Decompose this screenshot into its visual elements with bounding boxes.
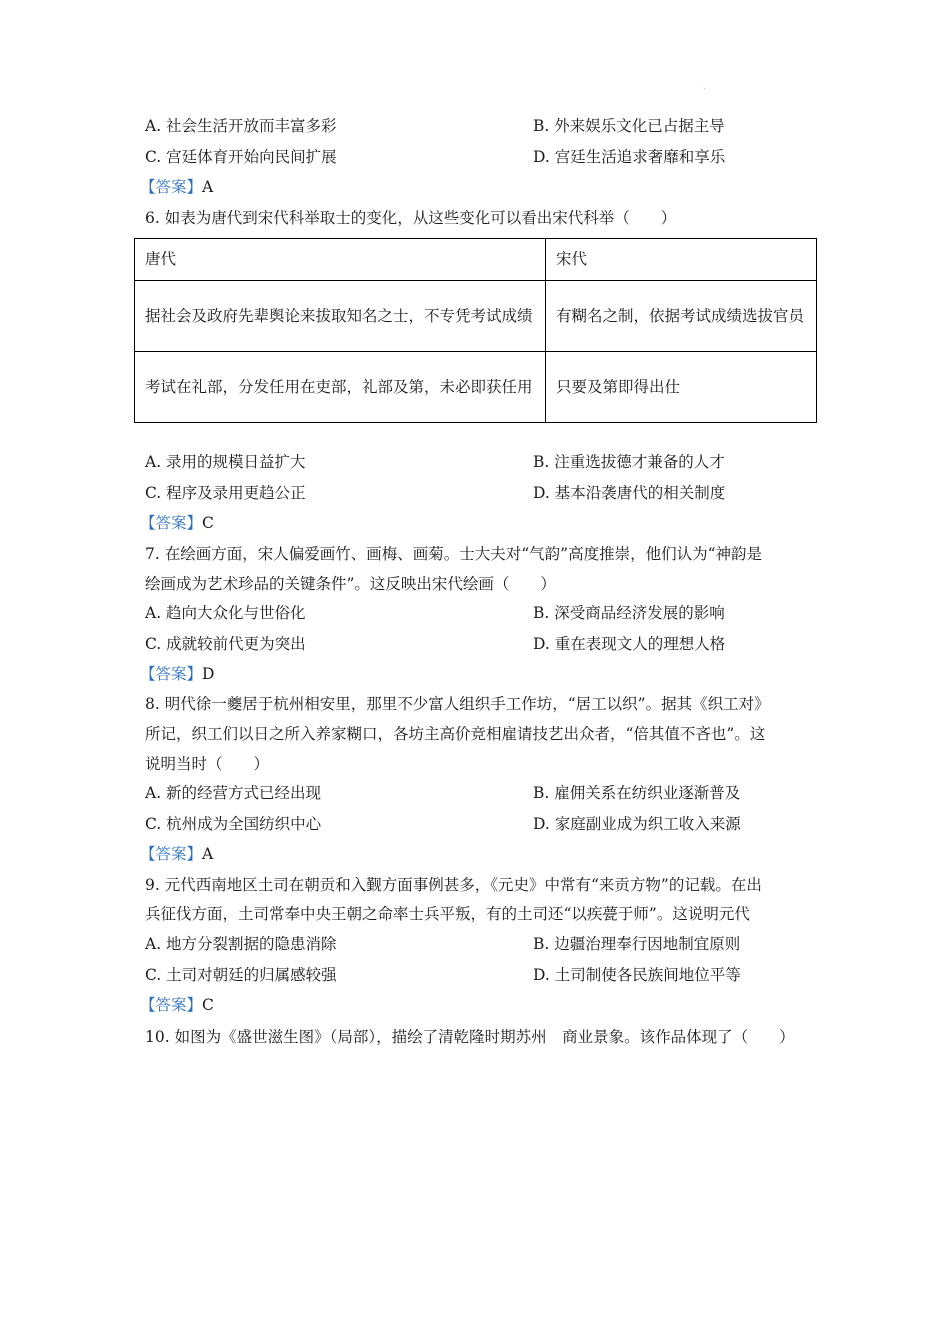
- q7-option-b: B. 深受商品经济发展的影响: [533, 604, 725, 622]
- answer-value: A: [202, 845, 214, 863]
- q9-option-a: A. 地方分裂割据的隐患消除: [145, 935, 337, 953]
- q8-option-b: B. 雇佣关系在纺织业逐渐普及: [533, 784, 741, 802]
- q9-option-d: D. 土司制使各民族间地位平等: [533, 966, 741, 984]
- q8-option-d: D. 家庭副业成为织工收入来源: [533, 815, 741, 833]
- q8-stem-line-1: 8. 明代徐一夔居于杭州相安里，那里不少富人组织手工作坊，“居工以织”。据其《织工对》: [145, 695, 770, 713]
- q5-option-d: D. 宫廷生活追求奢靡和享乐: [533, 148, 726, 166]
- q8-stem-line-2: 所记，织工们以日之所入养家糊口，各坊主高价竞相雇请技艺出众者，“倍其值不吝也”。这: [145, 725, 766, 743]
- q7-option-d: D. 重在表现文人的理想人格: [533, 635, 726, 653]
- q9-answer: [140, 995, 214, 1015]
- answer-value: C: [202, 514, 214, 532]
- q7-answer: [140, 664, 214, 684]
- table-header-song: 宋代: [546, 239, 817, 281]
- q6-option-a: A. 录用的规模日益扩大: [145, 453, 306, 471]
- answer-label: 【答案】: [140, 178, 203, 196]
- q5-answer: [140, 177, 213, 197]
- q7-stem-line-1: 7. 在绘画方面，宋人偏爱画竹、画梅、画菊。士大夫对“气韵”高度推崇，他们认为“神韵是: [145, 545, 762, 563]
- q5-option-a: A. 社会生活开放而丰富多彩: [145, 117, 337, 135]
- answer-value: D: [202, 665, 215, 683]
- q6-stem: 6. 如表为唐代到宋代科举取士的变化，从这些变化可以看出宋代科举（ ）: [145, 209, 677, 227]
- answer-label: 【答案】: [140, 665, 203, 683]
- q9-stem-line-1: 9. 元代西南地区土司在朝贡和入觐方面事例甚多，《元史》中常有“来贡方物”的记载。在出: [145, 876, 762, 894]
- table-cell: 据社会及政府先辈舆论来拔取知名之士，不专凭考试成绩: [135, 281, 546, 352]
- answer-label: 【答案】: [140, 845, 203, 863]
- corner-mark: ˎ: [703, 80, 706, 89]
- table-row: [135, 281, 817, 352]
- q6-option-b: B. 注重选拔德才兼备的人才: [533, 453, 725, 471]
- q8-stem-line-3: 说明当时（ ）: [145, 755, 270, 773]
- answer-label: 【答案】: [140, 996, 203, 1014]
- answer-value: C: [202, 996, 214, 1014]
- table-header-row: [135, 239, 817, 281]
- q7-option-c: C. 成就较前代更为突出: [145, 635, 306, 653]
- q5-option-c: C. 宫廷体育开始向民间扩展: [145, 148, 337, 166]
- q9-stem-line-2: 兵征伐方面，土司常奉中央王朝之命率士兵平叛，有的土司还“以疾甍于师”。这说明元代: [145, 905, 750, 923]
- q10-stem: 10. 如图为《盛世滋生图》（局部），描绘了清乾隆时期苏州 商业景象。该作品体现了（ ）: [145, 1028, 795, 1046]
- q6-option-d: D. 基本沿袭唐代的相关制度: [533, 484, 726, 502]
- answer-label: 【答案】: [140, 514, 203, 532]
- table-cell: 只要及第即得出仕: [546, 352, 817, 423]
- q5-option-b: B. 外来娱乐文化已占据主导: [533, 117, 725, 135]
- q7-stem-line-2: 绘画成为艺术珍品的关键条件”。这反映出宋代绘画（ ）: [145, 575, 556, 593]
- table-cell: 有糊名之制，依据考试成绩选拔官员: [546, 281, 817, 352]
- q9-option-c: C. 土司对朝廷的归属感较强: [145, 966, 337, 984]
- table-row: [135, 352, 817, 423]
- q9-option-b: B. 边疆治理奉行因地制宜原则: [533, 935, 741, 953]
- q8-option-c: C. 杭州成为全国纺织中心: [145, 815, 322, 833]
- table-header-tang: 唐代: [135, 239, 546, 281]
- q8-option-a: A. 新的经营方式已经出现: [145, 784, 322, 802]
- q6-answer: [140, 513, 214, 533]
- answer-value: A: [202, 178, 214, 196]
- q7-option-a: A. 趋向大众化与世俗化: [145, 604, 306, 622]
- q8-answer: [140, 844, 213, 864]
- comparison-table: [134, 238, 817, 423]
- q6-option-c: C. 程序及录用更趋公正: [145, 484, 306, 502]
- table-cell: 考试在礼部，分发任用在吏部，礼部及第，未必即获任用: [135, 352, 546, 423]
